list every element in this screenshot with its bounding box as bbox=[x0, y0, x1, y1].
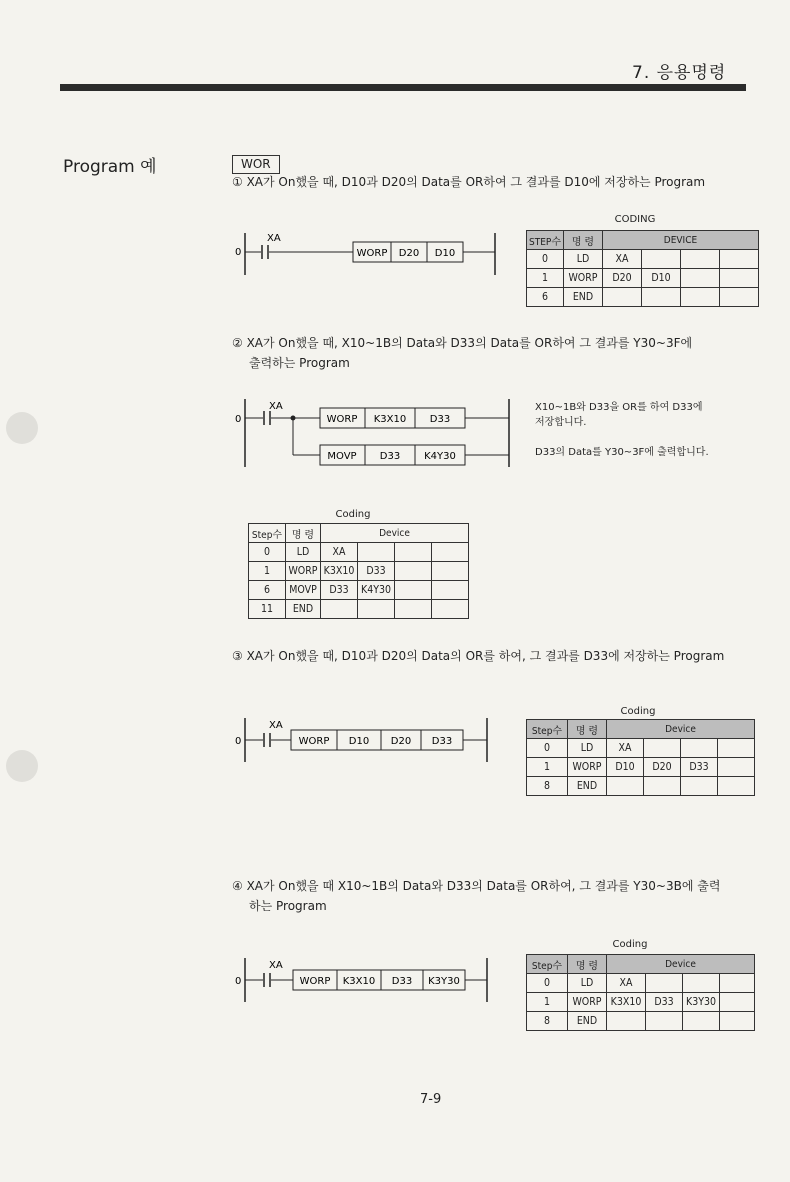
table-cell bbox=[395, 600, 432, 619]
col-header: 명 령 bbox=[564, 231, 603, 250]
ladder-cell: K4Y30 bbox=[424, 451, 456, 462]
table-cell bbox=[720, 250, 759, 269]
ladder-step-number: 0 bbox=[235, 247, 242, 258]
example4-ladder-diagram bbox=[225, 952, 505, 1012]
table-cell: END bbox=[568, 777, 607, 796]
table-cell: D10 bbox=[642, 269, 681, 288]
table-row bbox=[527, 288, 759, 307]
table-cell bbox=[395, 543, 432, 562]
table-cell: 11 bbox=[249, 600, 286, 619]
table-cell: LD bbox=[568, 974, 607, 993]
col-header: Step수 bbox=[527, 955, 568, 974]
table-cell: K3Y30 bbox=[683, 993, 720, 1012]
table-cell bbox=[607, 1012, 646, 1031]
ladder-cell: D33 bbox=[429, 414, 451, 425]
table-cell bbox=[395, 581, 432, 600]
table-row bbox=[527, 974, 755, 993]
col-header: 명 령 bbox=[286, 524, 321, 543]
example2-note: D33의 Data를 Y30~3F에 출력합니다. bbox=[535, 447, 709, 458]
table-cell: K3X10 bbox=[607, 993, 646, 1012]
coding-table-title: CODING bbox=[614, 214, 656, 225]
col-header: DEVICE bbox=[603, 231, 759, 250]
table-cell: LD bbox=[568, 739, 607, 758]
table-cell: D20 bbox=[644, 758, 681, 777]
table-row bbox=[527, 739, 755, 758]
program-example-title: Program 예 bbox=[63, 157, 157, 177]
table-cell: END bbox=[286, 600, 321, 619]
example3-ladder-diagram bbox=[225, 712, 505, 772]
table-cell bbox=[681, 777, 718, 796]
contact-label: XA bbox=[269, 401, 283, 412]
table-cell bbox=[681, 739, 718, 758]
table-cell bbox=[720, 1012, 755, 1031]
col-header: Step수 bbox=[527, 720, 568, 739]
example3-description: ③ XA가 On했을 때, D10과 D20의 Data의 OR를 하여, 그 결과를 D33에 저장하는 Program bbox=[232, 649, 725, 663]
table-cell bbox=[358, 600, 395, 619]
table-cell: 0 bbox=[527, 250, 564, 269]
table-cell bbox=[681, 269, 720, 288]
table-cell bbox=[642, 250, 681, 269]
table-cell: 1 bbox=[527, 993, 568, 1012]
example1-description: ① XA가 On했을 때, D10과 D20의 Data를 OR하여 그 결과를 D10에 저장하는 Program bbox=[232, 175, 706, 189]
table-cell: 8 bbox=[527, 777, 568, 796]
table-cell bbox=[718, 739, 755, 758]
table-row bbox=[249, 543, 469, 562]
table-cell: XA bbox=[321, 543, 358, 562]
coding-table-title: Coding bbox=[620, 706, 656, 717]
ladder-step-number: 0 bbox=[235, 736, 242, 747]
table-header-row bbox=[527, 720, 755, 739]
table-cell bbox=[432, 600, 469, 619]
table-header-row bbox=[249, 524, 469, 543]
table-cell: XA bbox=[603, 250, 642, 269]
table-cell bbox=[720, 288, 759, 307]
binder-hole-mark bbox=[6, 750, 38, 782]
ladder-cell: D20 bbox=[390, 736, 412, 747]
table-cell: D33 bbox=[646, 993, 683, 1012]
table-cell bbox=[395, 562, 432, 581]
table-cell: LD bbox=[564, 250, 603, 269]
table-row bbox=[527, 758, 755, 777]
table-cell bbox=[646, 974, 683, 993]
coding-table-title: Coding bbox=[612, 939, 648, 950]
col-header: Step수 bbox=[249, 524, 286, 543]
table-cell: D33 bbox=[358, 562, 395, 581]
table-cell: D33 bbox=[321, 581, 358, 600]
ladder-step-number: 0 bbox=[235, 976, 242, 987]
table-row bbox=[527, 993, 755, 1012]
contact-label: XA bbox=[269, 960, 283, 971]
chapter-title: 7. 응용명령 bbox=[632, 63, 727, 83]
table-cell bbox=[642, 288, 681, 307]
table-cell bbox=[321, 600, 358, 619]
table-cell: MOVP bbox=[286, 581, 321, 600]
table-cell: 8 bbox=[527, 1012, 568, 1031]
table-cell: WORP bbox=[568, 993, 607, 1012]
table-cell: 0 bbox=[527, 974, 568, 993]
table-cell: XA bbox=[607, 974, 646, 993]
example2-ladder-diagram bbox=[225, 395, 525, 475]
table-cell: 1 bbox=[249, 562, 286, 581]
ladder-cell: D10 bbox=[348, 736, 370, 747]
table-cell bbox=[718, 758, 755, 777]
table-cell: D20 bbox=[603, 269, 642, 288]
example2-note: 저장합니다. bbox=[535, 417, 587, 428]
table-cell: K3X10 bbox=[321, 562, 358, 581]
table-header-row bbox=[527, 231, 759, 250]
ladder-cell: K3Y30 bbox=[428, 976, 460, 987]
table-row bbox=[249, 581, 469, 600]
table-cell bbox=[720, 269, 759, 288]
col-header: Device bbox=[607, 720, 755, 739]
table-row bbox=[249, 600, 469, 619]
table-cell: LD bbox=[286, 543, 321, 562]
table-cell: WORP bbox=[286, 562, 321, 581]
col-header: Device bbox=[607, 955, 755, 974]
coding-table-4 bbox=[526, 954, 755, 1031]
ladder-cell: D33 bbox=[379, 451, 401, 462]
table-cell bbox=[432, 543, 469, 562]
ladder-step-number: 0 bbox=[235, 414, 242, 425]
col-header: 명 령 bbox=[568, 955, 607, 974]
table-cell: END bbox=[568, 1012, 607, 1031]
col-header: 명 령 bbox=[568, 720, 607, 739]
table-cell: K4Y30 bbox=[358, 581, 395, 600]
table-header-row bbox=[527, 955, 755, 974]
table-cell bbox=[718, 777, 755, 796]
ladder-cell: K3X10 bbox=[342, 976, 376, 987]
table-cell bbox=[432, 562, 469, 581]
table-cell bbox=[646, 1012, 683, 1031]
ladder-cell: WORP bbox=[299, 976, 331, 987]
ladder-cell: K3X10 bbox=[373, 414, 407, 425]
example2-description-cont: 출력하는 Program bbox=[249, 356, 350, 370]
instruction-name-box: WOR bbox=[232, 155, 280, 174]
example1-ladder-diagram bbox=[225, 225, 505, 285]
coding-table-3 bbox=[526, 719, 755, 796]
example4-description: ④ XA가 On했을 때 X10~1B의 Data와 D33의 Data를 OR하여, 그 결과를 Y30~3B에 출력 bbox=[232, 879, 721, 893]
table-row bbox=[527, 1012, 755, 1031]
ladder-cell: D10 bbox=[434, 248, 456, 259]
example4-description-cont: 하는 Program bbox=[249, 899, 327, 913]
ladder-cell: WORP bbox=[326, 414, 358, 425]
table-cell: D10 bbox=[607, 758, 644, 777]
table-row bbox=[527, 777, 755, 796]
table-cell: 1 bbox=[527, 758, 568, 777]
table-cell: END bbox=[564, 288, 603, 307]
header-rule bbox=[60, 84, 746, 91]
col-header: STEP수 bbox=[527, 231, 564, 250]
ladder-cell: D20 bbox=[398, 248, 420, 259]
table-cell: XA bbox=[607, 739, 644, 758]
table-cell: 0 bbox=[527, 739, 568, 758]
table-cell bbox=[432, 581, 469, 600]
example2-description: ② XA가 On했을 때, X10~1B의 Data와 D33의 Data를 OR하여 그 결과를 Y30~3F에 bbox=[232, 336, 693, 350]
table-cell: D33 bbox=[681, 758, 718, 777]
table-cell bbox=[603, 288, 642, 307]
table-cell bbox=[681, 288, 720, 307]
coding-table-1 bbox=[526, 230, 759, 307]
binder-hole-mark bbox=[6, 412, 38, 444]
coding-table-title: Coding bbox=[335, 509, 371, 520]
table-cell: WORP bbox=[564, 269, 603, 288]
table-row bbox=[249, 562, 469, 581]
table-cell bbox=[644, 739, 681, 758]
page-number: 7-9 bbox=[420, 1092, 442, 1107]
coding-table-2 bbox=[248, 523, 469, 619]
table-cell bbox=[683, 1012, 720, 1031]
table-cell bbox=[607, 777, 644, 796]
table-cell: 6 bbox=[249, 581, 286, 600]
table-cell bbox=[720, 993, 755, 1012]
ladder-cell: D33 bbox=[431, 736, 453, 747]
table-row bbox=[527, 269, 759, 288]
table-cell bbox=[720, 974, 755, 993]
ladder-cell: WORP bbox=[356, 248, 388, 259]
ladder-cell: D33 bbox=[391, 976, 413, 987]
contact-label: XA bbox=[267, 233, 281, 244]
table-cell bbox=[644, 777, 681, 796]
col-header: Device bbox=[321, 524, 469, 543]
ladder-cell: MOVP bbox=[327, 451, 357, 462]
contact-label: XA bbox=[269, 720, 283, 731]
table-row bbox=[527, 250, 759, 269]
table-cell: 6 bbox=[527, 288, 564, 307]
table-cell: 0 bbox=[249, 543, 286, 562]
table-cell bbox=[358, 543, 395, 562]
table-cell bbox=[681, 250, 720, 269]
ladder-cell: WORP bbox=[298, 736, 330, 747]
table-cell bbox=[683, 974, 720, 993]
example2-note: X10~1B와 D33을 OR를 하여 D33에 bbox=[535, 402, 703, 413]
table-cell: 1 bbox=[527, 269, 564, 288]
table-cell: WORP bbox=[568, 758, 607, 777]
